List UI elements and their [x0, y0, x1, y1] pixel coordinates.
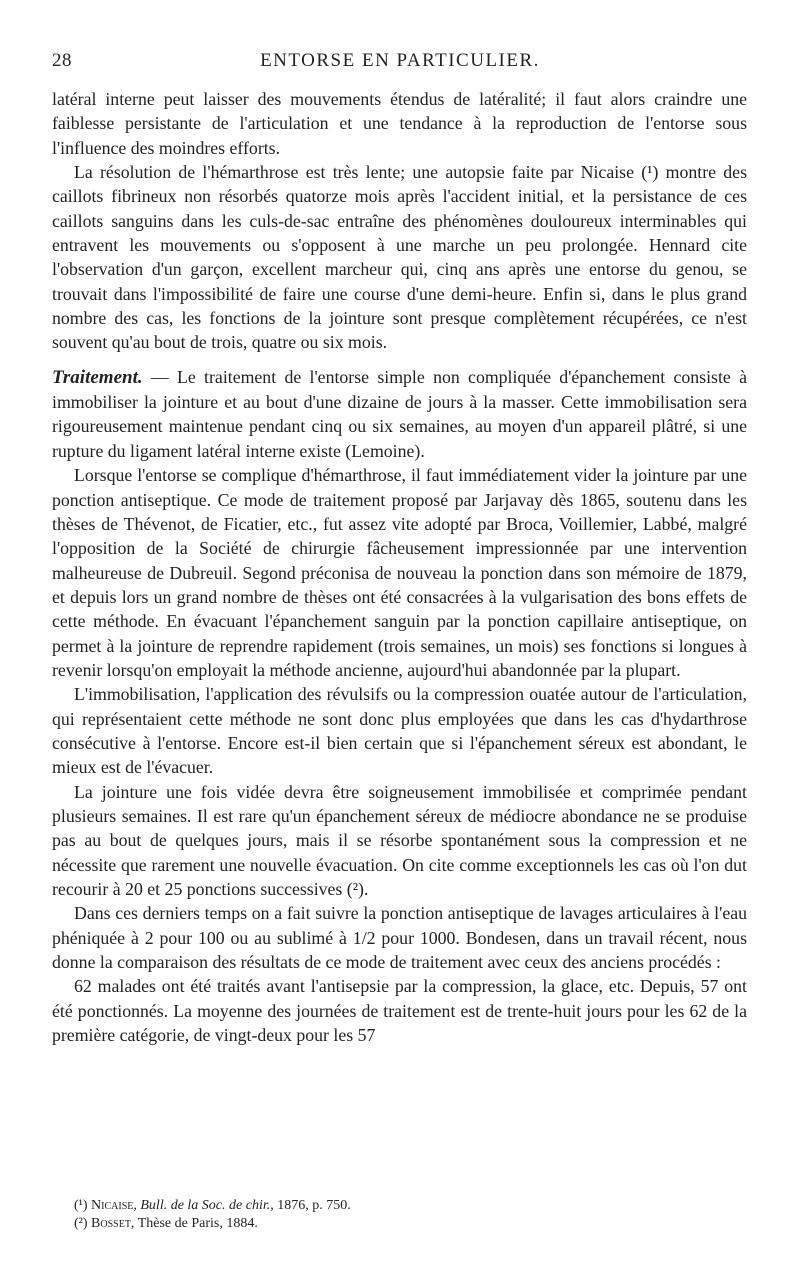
paragraph: L'immobilisation, l'application des révulsifs ou la compression ouatée autour de l'articulation, qui représentaient cette méthode ne sont donc plus employées que dans les cas d'hydarthrose consécutive à l'entorse. Encore est-il bien certain que si l'épanchement séreux est abondant, le mieux est de l'évacuer.	[52, 684, 747, 778]
footnote	[52, 1215, 747, 1233]
footnote-marker: (²)	[74, 1216, 88, 1231]
footnote-marker: (¹)	[74, 1198, 88, 1213]
footnote-source: Bull. de la Soc. de chir.,	[140, 1198, 274, 1213]
body-text	[52, 87, 747, 1047]
section-paragraph	[52, 365, 747, 463]
paragraph: La résolution de l'hémarthrose est très lente; une autopsie faite par Nicaise (¹) montre des caillots fibrineux non résorbés quatorze mois après l'accident initial, et la persistance de ces caillots sanguins dans les culs-de-sac entraîne des phénomènes douloureux interminables qui entravent les mouvements ou s'opposent à une marche un peu prolongée. Hennard cite l'observation d'un garçon, excellent marcheur qui, cinq ans après une entorse du genou, se trouvait dans l'impossibilité de faire une course d'une demi-heure. Enfin si, dans le plus grand nombre des cas, les fonctions de la jointure sont presque complètement récupérées, ce n'est souvent qu'au bout de trois, quatre ou six mois.	[52, 162, 747, 353]
section-title: Traitement.	[52, 366, 143, 388]
paragraph: latéral interne peut laisser des mouvements étendus de latéralité; il faut alors craindre une faiblesse persistante de l'articulation et une tendance à la reproduction de l'entorse sous l'influence des moindres efforts.	[52, 89, 747, 158]
footnote-author: Nicaise,	[91, 1198, 137, 1213]
paragraph: Lorsque l'entorse se complique d'hémarthrose, il faut immédiatement vider la jointure par une ponction antiseptique. Ce mode de traitement proposé par Jarjavay dès 1865, soutenu dans les thèses de Thévenot, de Ficatier, etc., fut assez vite adopté par Broca, Voillemier, Labbé, malgré l'opposition de la Société de chirurgie fâcheusement impressionnée par une intervention malheureuse de Dubreuil. Segond préconisa de nouveau la ponction dans son mémoire de 1879, et depuis lors un grand nombre de thèses ont été consacrées à la vulgarisation des bons effets de cette méthode. En évacuant l'épanchement sanguin par la ponction capillaire antiseptique, on permet à la jointure de reprendre rapidement (trois semaines, un mois) ses fonctions si longues à revenir lorsqu'on employait la méthode ancienne, aujourd'hui abandonnée par la plupart.	[52, 465, 747, 680]
page-number: 28	[52, 50, 72, 71]
footnotes	[52, 1197, 747, 1233]
running-header	[52, 50, 748, 76]
section-intro-text: — Le traitement de l'entorse simple non compliquée d'épanchement consiste à immobiliser la jointure et au bout d'une dizaine de jours à la masser. Cette immobilisation sera rigoureusement maintenue pendant cinq ou six semaines, au moyen d'un appareil plâtré, si une rupture du ligament latéral interne existe (Lemoine).	[52, 366, 747, 461]
footnote-details: 1876, p. 750.	[277, 1198, 351, 1213]
page-header-title: ENTORSE EN PARTICULIER.	[260, 50, 540, 71]
paragraph: La jointure une fois vidée devra être soigneusement immobilisée et comprimée pendant plusieurs semaines. Il est rare qu'un épanchement séreux de médiocre abondance ne se produise pas au bout de quelques jours, mais il se résorbe spontanément sous la compression et ne nécessite que rarement une nouvelle évacuation. On cite comme exceptionnels les cas où l'on dut recourir à 20 et 25 ponctions successives (²).	[52, 781, 747, 899]
paragraph: Dans ces derniers temps on a fait suivre la ponction antiseptique de lavages articulaires à l'eau phéniquée à 2 pour 100 ou au sublimé à 1/2 pour 1000. Bondesen, dans un travail récent, nous donne la comparaison des résultats de ce mode de traitement avec ceux des anciens procédés :	[52, 903, 747, 973]
footnote	[52, 1197, 747, 1215]
footnote-author: Bosset,	[91, 1216, 135, 1231]
footnote-details: Thèse de Paris, 1884.	[137, 1216, 258, 1231]
paragraph: 62 malades ont été traités avant l'antisepsie par la compression, la glace, etc. Depuis, 57 ont été ponctionnés. La moyenne des journées de traitement est de trente-huit jours pour les 62 de la première catégorie, de vingt-deux pour les 57	[52, 976, 747, 1046]
